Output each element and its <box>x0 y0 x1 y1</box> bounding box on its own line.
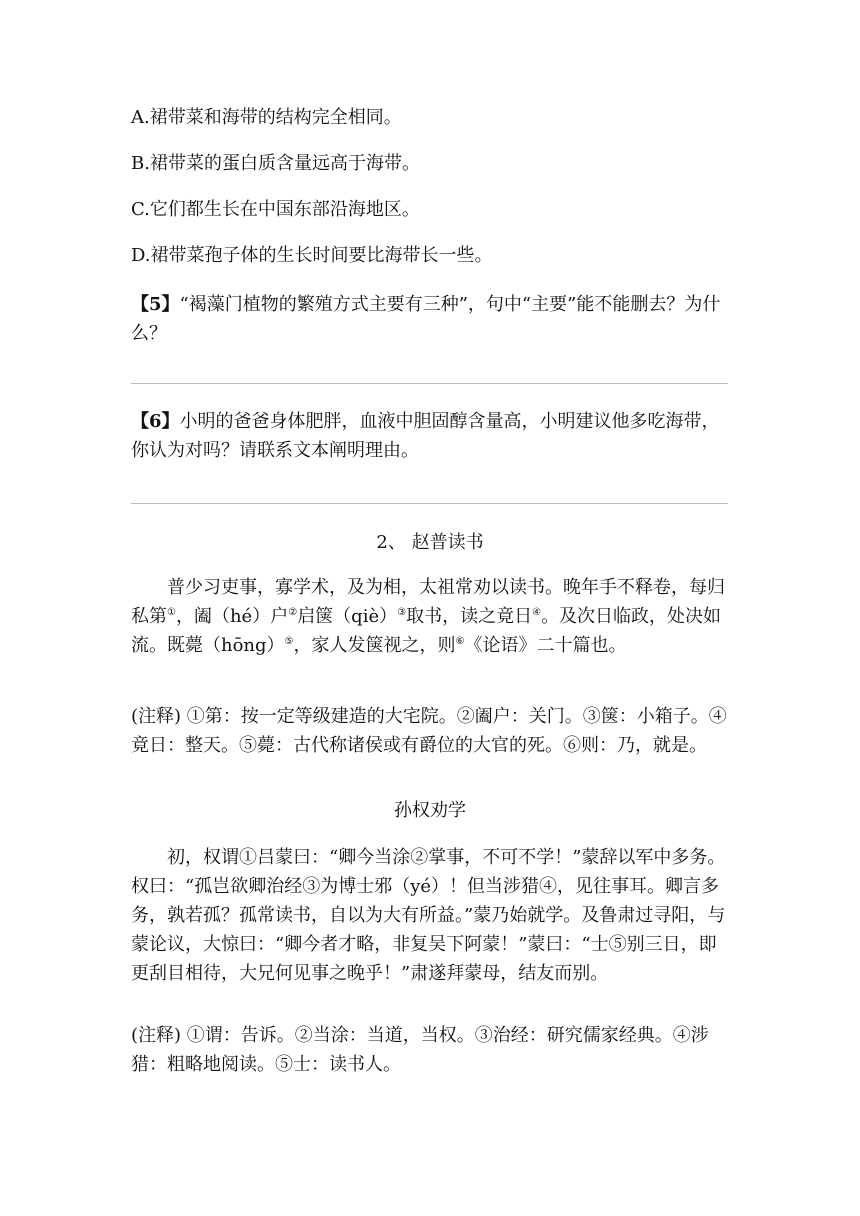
passage-text: 《论语》二十篇也。 <box>464 635 627 656</box>
footnote-marker: ② <box>288 607 298 618</box>
option-d: D.裙带菜孢子体的生长时间要比海带长一些。 <box>131 245 493 266</box>
answer-line-5 <box>131 383 728 384</box>
footnote-marker: ① <box>167 607 176 618</box>
question-5 <box>131 290 731 348</box>
footnote-marker: ⑥ <box>455 636 465 647</box>
zhaopu-passage <box>131 573 731 660</box>
question-6-text: 小明的爸爸身体肥胖，血液中胆固醇含量高，小明建议他多吃海带，你认为对吗？请联系文本阐明理由。 <box>131 411 720 461</box>
question-5-text: “褐藻门植物的繁殖方式主要有三种”，句中“主要”能不能删去？为什么？ <box>131 294 721 344</box>
passage-text: 取书，读之竟日 <box>406 606 533 627</box>
passage-text: ，家人发箧视之，则 <box>293 635 456 656</box>
sunquan-notes: (注释) ①谓：告诉。②当涂：当道，当权。③治经：研究儒家经典。④涉猎：粗略地阅读。⑤士：读书人。 <box>131 1025 709 1075</box>
sunquan-passage: 初，权谓①吕蒙曰：“卿今当涂②掌事，不可不学！”蒙辞以军中多务。权曰：“孤岂欲卿治经③为博士邪（yé）！但当涉猎④，见往事耳。卿言多务，孰若孤？孤常读书，自以为大有所益。”蒙乃始就学。及鲁肃过寻阳，与蒙论议，大惊曰：“卿今者才略，非复吴下阿蒙！”蒙曰：“士⑤别三日，即更刮目相待，大兄何见事之晚乎！”肃遂拜蒙母，结友而别。 <box>131 847 726 984</box>
question-6 <box>131 407 731 465</box>
answer-line-6 <box>131 503 728 504</box>
passage-text: ，阖（hé）户 <box>175 606 289 627</box>
section-title-zhaopu: 2、 赵普读书 <box>376 532 484 553</box>
passage-text: 。及次日临政，处决如流。既薨（hōng） <box>131 606 722 656</box>
option-c: C.它们都生长在中国东部沿海地区。 <box>131 199 420 220</box>
section-title-sunquan: 孙权劝学 <box>394 800 466 821</box>
footnote-marker: ⑤ <box>284 636 294 647</box>
question-6-number: 【6】 <box>131 411 180 432</box>
zhaopu-notes: (注释) ①第：按一定等级建造的大宅院。②阖户：关门。③箧：小箱子。④竟日：整天。⑤薨：古代称诸侯或有爵位的大官的死。⑥则：乃，就是。 <box>131 706 727 756</box>
option-b: B.裙带菜的蛋白质含量远高于海带。 <box>131 153 420 174</box>
passage-text: 启箧（qiè） <box>297 606 398 627</box>
footnote-marker: ④ <box>532 607 542 618</box>
option-a: A.裙带菜和海带的结构完全相同。 <box>131 107 402 128</box>
passage-text: 普少习吏事，寡学术，及为相，太祖常劝以读书。晚年手不释卷，每归私第 <box>131 577 725 627</box>
question-5-number: 【5】 <box>131 294 180 315</box>
footnote-marker: ③ <box>397 607 407 618</box>
